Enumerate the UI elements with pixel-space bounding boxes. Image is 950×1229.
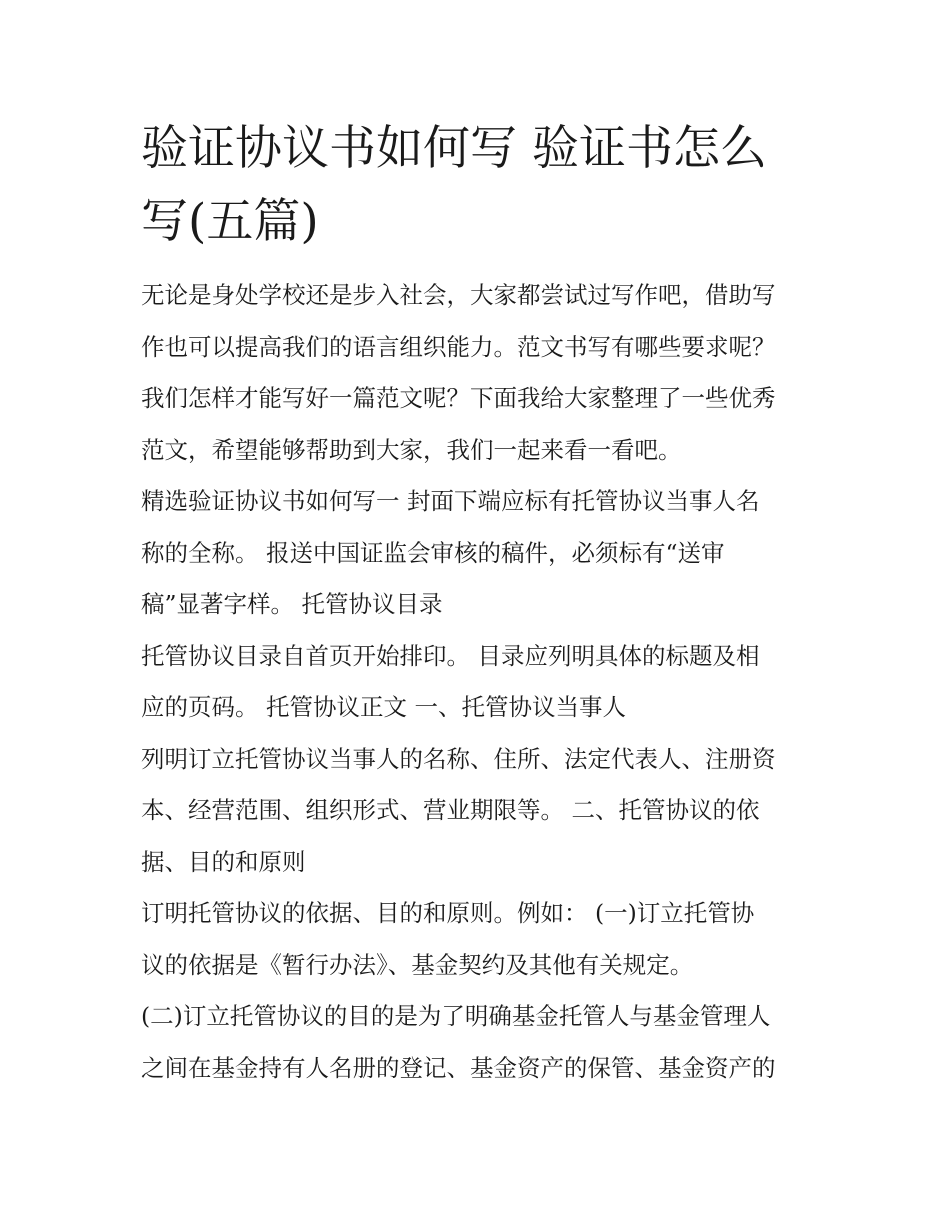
title-line: 验证协议书如何写 验证书怎么: [141, 121, 767, 176]
paragraph-cover: [141, 476, 817, 631]
paragraph-parties: [141, 734, 817, 889]
paragraph-toc: [141, 631, 817, 734]
text-line: 无论是身处学校还是步入社会，大家都尝试过写作吧，借助写: [141, 281, 776, 309]
text-line: 稿”显著字样。 托管协议目录: [141, 590, 443, 618]
paragraph-purpose: [141, 991, 817, 1094]
text-line: 我们怎样才能写好一篇范文呢？下面我给大家整理了一些优秀: [141, 384, 776, 412]
text-line: 范文，希望能够帮助到大家，我们一起来看一看吧。: [141, 435, 682, 464]
title-line: 写(五篇): [141, 194, 319, 249]
text-line: 应的页码。 托管协议正文 一、托管协议当事人: [141, 693, 626, 721]
text-line: 托管协议目录自首页开始排印。 目录应列明具体的标题及相: [141, 641, 760, 670]
document-title: [141, 112, 821, 258]
text-line: 精选验证协议书如何写一 封面下端应标有托管协议当事人名: [141, 487, 760, 515]
text-line: 议的依据是《暂行办法》、基金契约及其他有关规定。: [141, 950, 694, 979]
text-line: 之间在基金持有人名册的登记、基金资产的保管、基金资产的: [141, 1053, 776, 1082]
text-line: 据、目的和原则: [141, 847, 306, 876]
paragraph-intro: [141, 270, 817, 476]
paragraph-basis: [141, 888, 817, 991]
text-line: 订明托管协议的依据、目的和原则。例如： (一)订立托管协: [141, 899, 755, 927]
text-line: 本、经营范围、组织形式、营业期限等。 二、托管协议的依: [141, 796, 760, 824]
text-line: (二)订立托管协议的目的是为了明确基金托管人与基金管理人: [141, 1002, 771, 1030]
document-body: [141, 270, 817, 1094]
text-line: 列明订立托管协议当事人的名称、住所、法定代表人、注册资: [141, 744, 776, 773]
document-content: [141, 112, 817, 1094]
text-line: 称的全称。 报送中国证监会审核的稿件，必须标有“送审: [141, 538, 725, 567]
text-line: 作也可以提高我们的语言组织能力。范文书写有哪些要求呢？: [141, 332, 776, 361]
